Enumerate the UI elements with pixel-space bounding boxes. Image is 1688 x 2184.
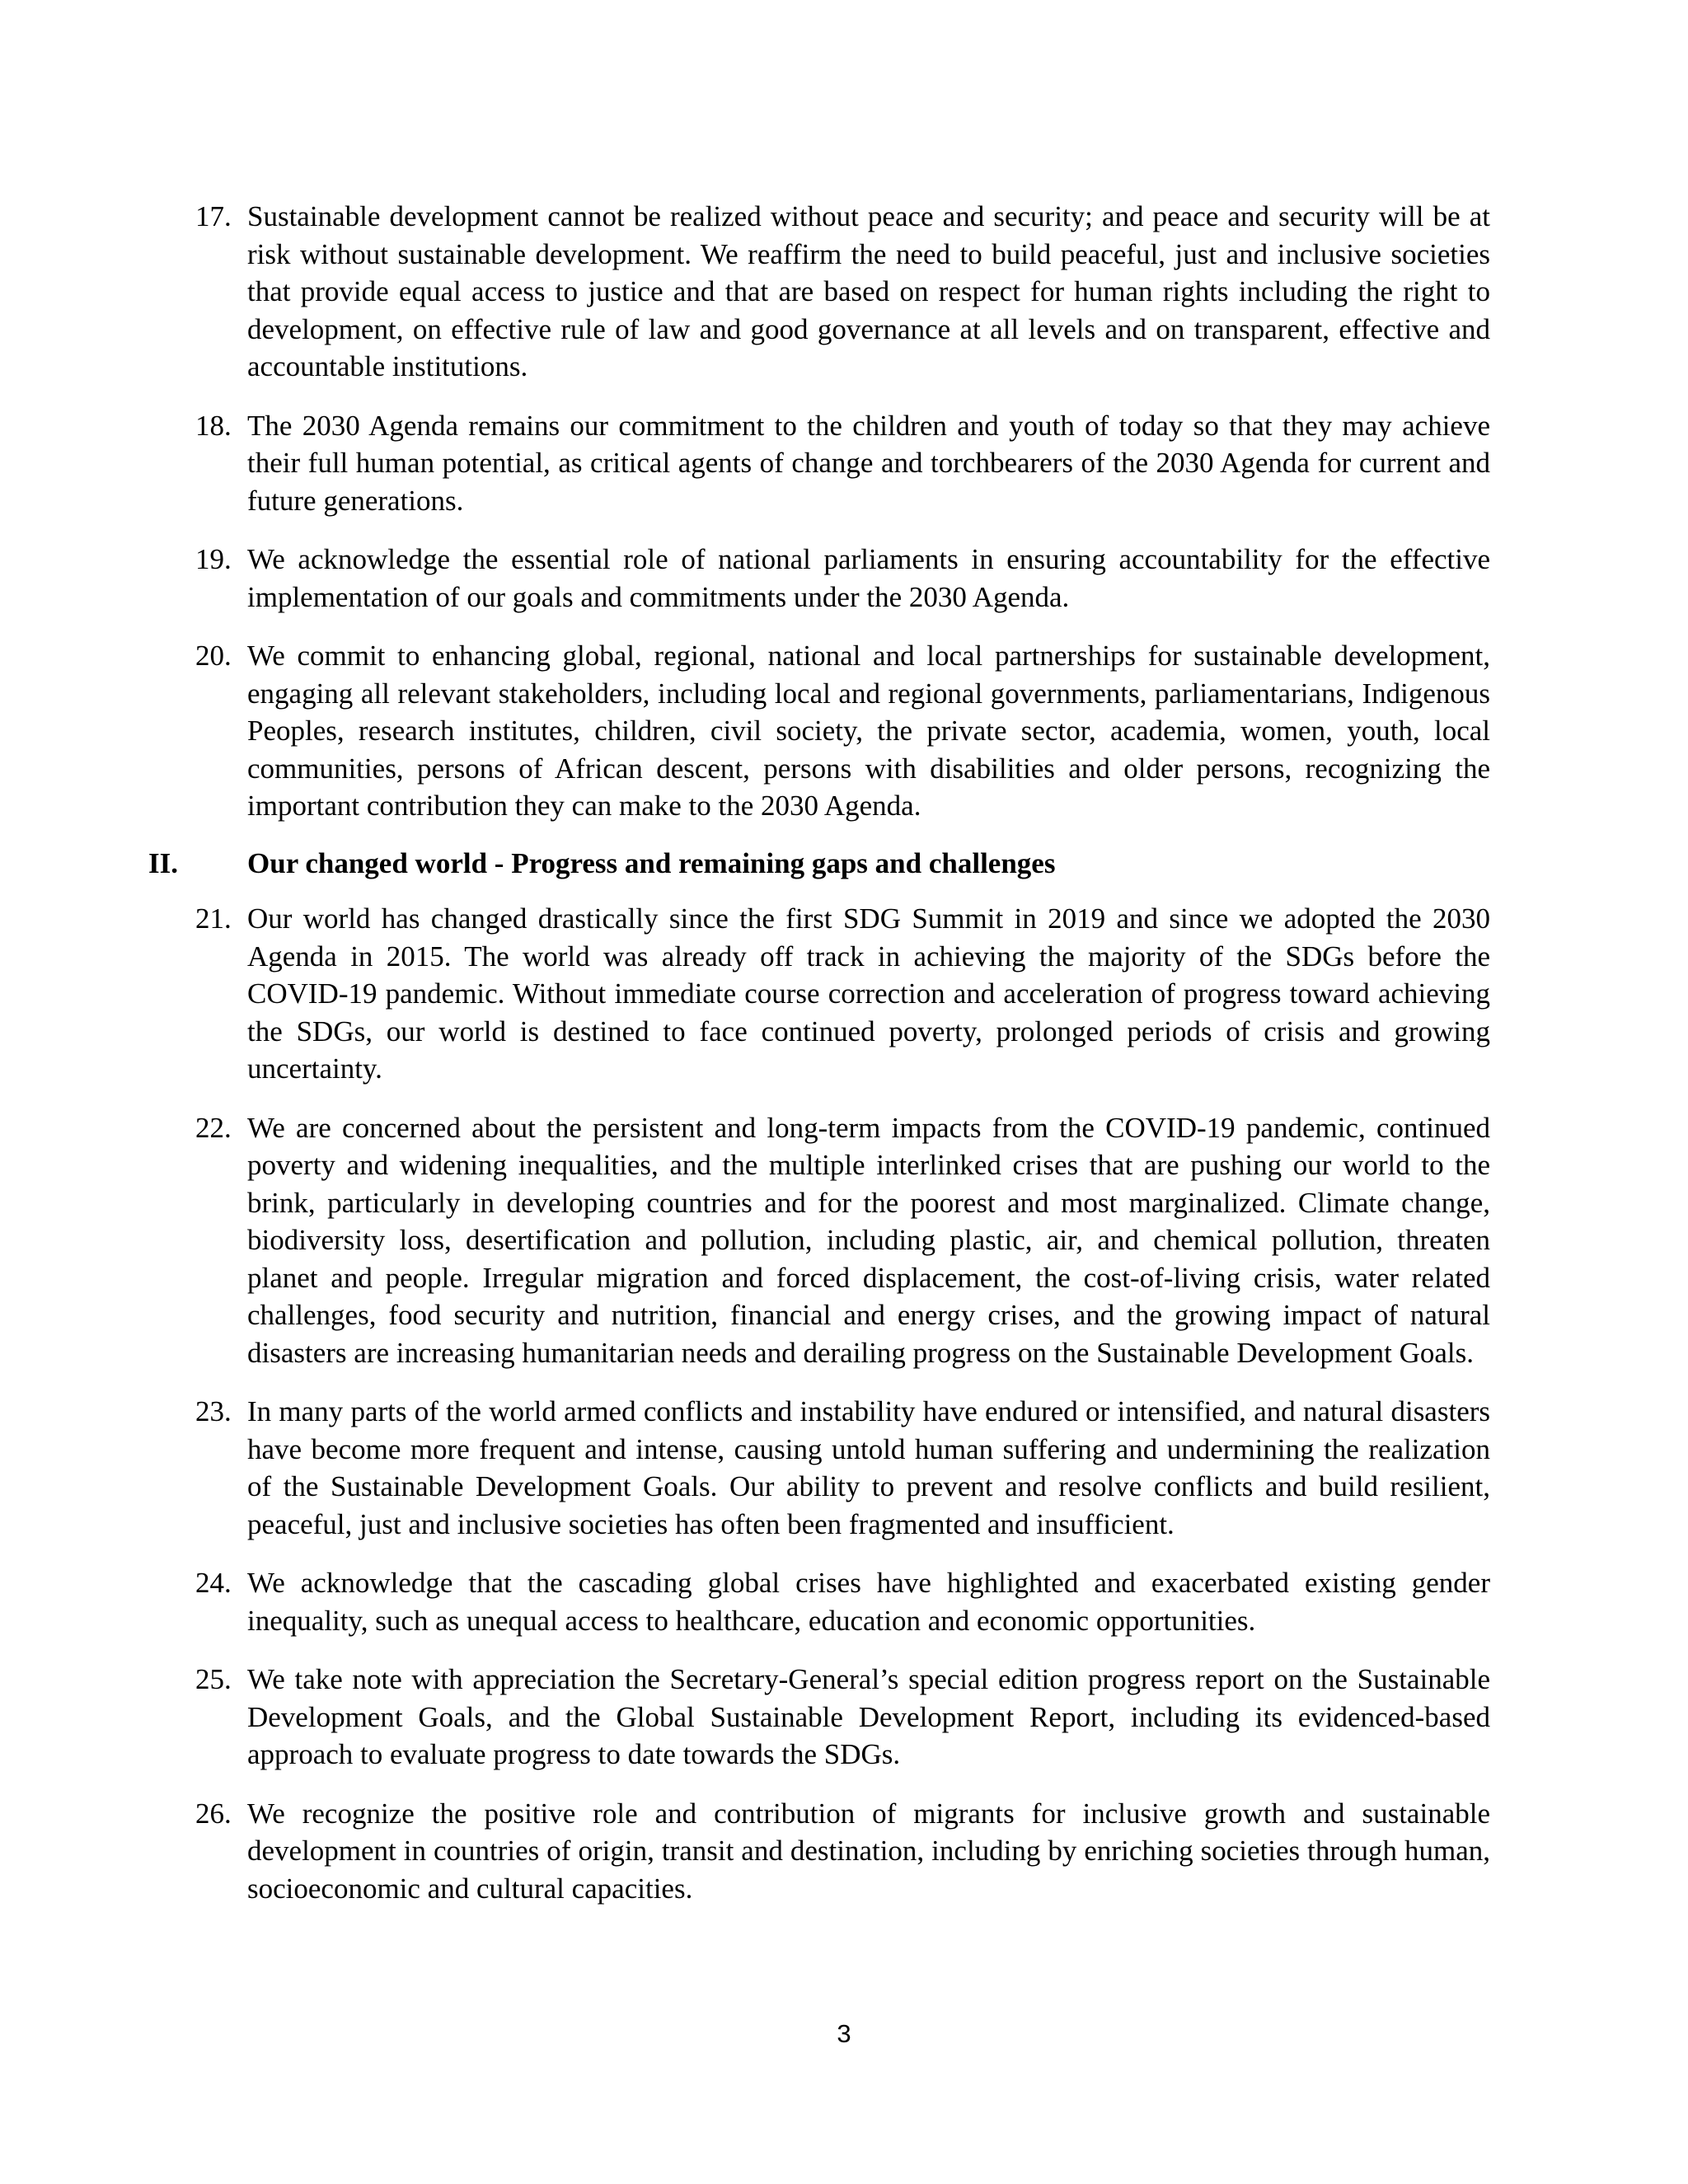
paragraph-number: 18. (195, 409, 232, 442)
paragraph-text: We take note with appreciation the Secretary-General’s special edition progress report on the Sustainable Development Goals, and the Global Sustainable Development Report, including its evidenced-based approach to evaluate progress to date towards the SDGs. (247, 1663, 1490, 1770)
paragraph-number: 19. (195, 543, 232, 575)
paragraph-21 (195, 900, 1490, 1088)
paragraph-text: We are concerned about the persistent and long-term impacts from the COVID-19 pandemic, continued poverty and widening inequalities, and the multiple interlinked crises that are pushing our world to the brink, particularly in developing countries and for the poorest and most marginalized. Climate change, biodiversity loss, desertification and pollution, including plastic, air, and chemical pollution, threaten planet and people. Irregular migration and forced displacement, the cost-of-living crisis, water related challenges, food security and nutrition, financial and energy crises, and the growing impact of natural disasters are increasing humanitarian needs and derailing progress on the Sustainable Development Goals. (247, 1111, 1490, 1369)
paragraph-number: 22. (195, 1111, 232, 1144)
paragraph-number: 24. (195, 1567, 232, 1599)
paragraph-25 (195, 1661, 1490, 1774)
paragraph-18 (195, 407, 1490, 520)
paragraph-22 (195, 1109, 1490, 1372)
paragraph-number: 20. (195, 640, 232, 672)
paragraph-text: The 2030 Agenda remains our commitment to the children and youth of today so that they may achieve their full human potential, as critical agents of change and torchbearers of the 2030 Agenda for current and future generations. (247, 409, 1490, 517)
paragraph-number: 26. (195, 1797, 232, 1830)
paragraph-text: Our world has changed drastically since the first SDG Summit in 2019 and since we adopted the 2030 Agenda in 2015. The world was already off track in achieving the majority of the SDGs before the COVID-19 pandemic. Without immediate course correction and acceleration of progress toward achieving the SDGs, our world is destined to face continued poverty, prolonged periods of crisis and growing uncertainty. (247, 902, 1490, 1085)
paragraph-26 (195, 1795, 1490, 1908)
paragraph-text: We recognize the positive role and contribution of migrants for inclusive growth and sustainable development in countries of origin, transit and destination, including by enriching societies through human, socioeconomic and cultural capacities. (247, 1797, 1490, 1905)
section-title: Our changed world - Progress and remaining gaps and challenges (247, 846, 1056, 879)
paragraph-text: We commit to enhancing global, regional, national and local partnerships for sustainable development, engaging all relevant stakeholders, including local and regional governments, parliamentarians, Indigenous Peoples, research institutes, children, civil society, the private sector, academia, women, youth, local communities, persons of African descent, persons with disabilities and older persons, recognizing the important contribution they can make to the 2030 Agenda. (247, 640, 1490, 822)
paragraph-text: Sustainable development cannot be realized without peace and security; and peace and security will be at risk without sustainable development. We reaffirm the need to build peaceful, just and inclusive societies that provide equal access to justice and that are based on respect for human rights including the right to development, on effective rule of law and good governance at all levels and on transparent, effective and accountable institutions. (247, 200, 1490, 382)
section-heading (148, 845, 1490, 883)
paragraph-23 (195, 1393, 1490, 1543)
paragraph-text: We acknowledge the essential role of national parliaments in ensuring accountability for the effective implementation of our goals and commitments under the 2030 Agenda. (247, 543, 1490, 613)
paragraph-text: In many parts of the world armed conflicts and instability have endured or intensified, and natural disasters have become more frequent and intense, causing untold human suffering and undermining the realization of the Sustainable Development Goals. Our ability to prevent and resolve conflicts and build resilient, peaceful, just and inclusive societies has often been fragmented and insufficient. (247, 1395, 1490, 1540)
section-number: II. (148, 846, 178, 879)
paragraph-17 (195, 198, 1490, 386)
paragraph-number: 21. (195, 902, 232, 935)
paragraph-24 (195, 1564, 1490, 1639)
page-number: 3 (837, 2019, 851, 2048)
paragraph-number: 25. (195, 1663, 232, 1695)
paragraph-text: We acknowledge that the cascading global crises have highlighted and exacerbated existing gender inequality, such as unequal access to healthcare, education and economic opportunities. (247, 1567, 1490, 1637)
paragraph-number: 17. (195, 200, 232, 232)
paragraph-20 (195, 637, 1490, 825)
paragraph-number: 23. (195, 1395, 232, 1427)
paragraph-19 (195, 541, 1490, 616)
document-body (0, 198, 1688, 1929)
